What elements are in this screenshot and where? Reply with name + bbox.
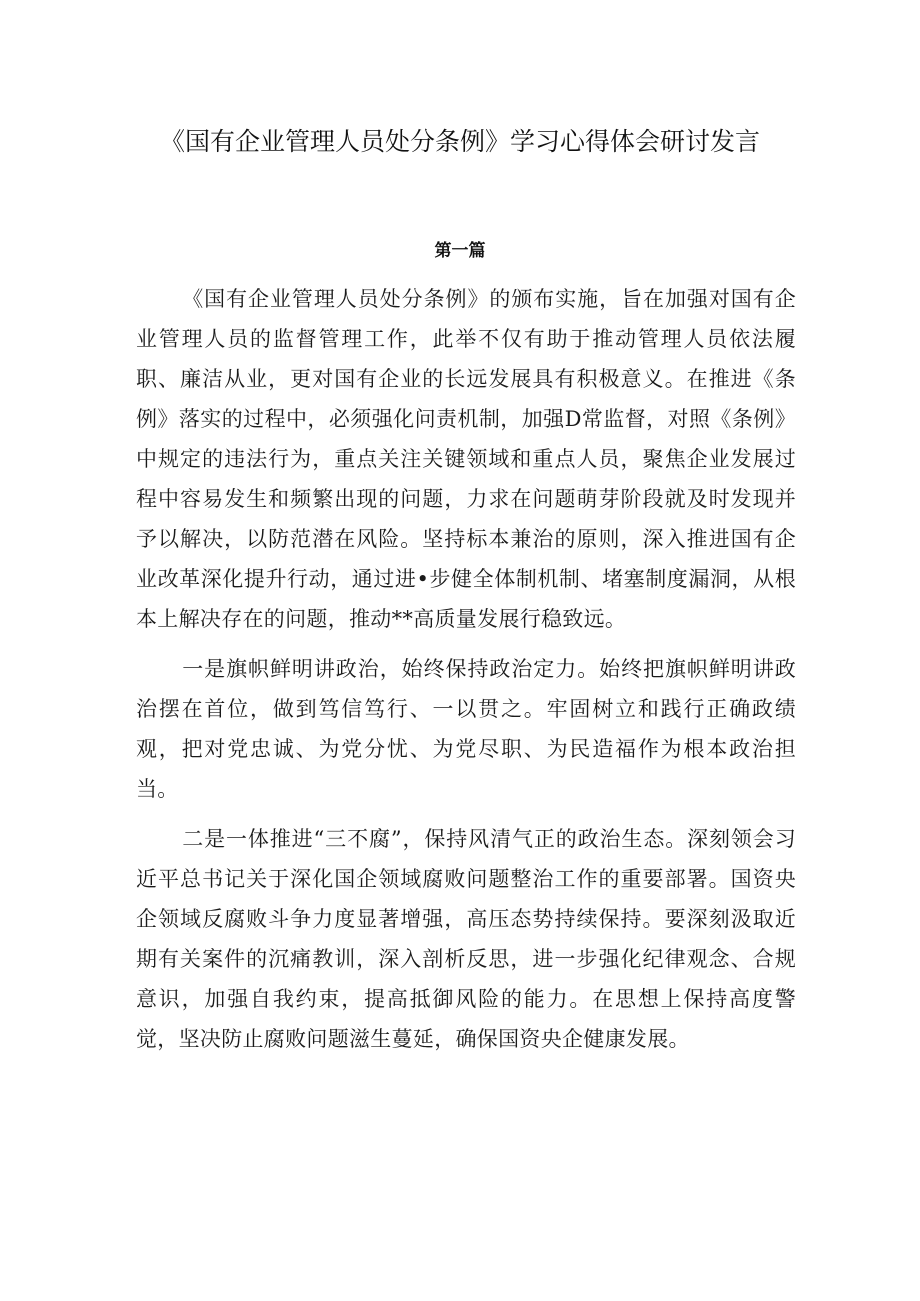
- document-body: [136, 279, 796, 1069]
- document-title: 《国有企业管理人员处分条例》学习心得体会研讨发言: [159, 127, 760, 156]
- paragraph-point-two: 二是一体推进“三不腐”，保持风清气正的政治生态。深刻领会习近平总书记关于深化国企领域腐败问题整治工作的重要部署。国资央企领域反腐败斗争力度显著增强，高压态势持续保持。要深刻汲取近期有关案件的沉痛教训，深入剖析反思，进一步强化纪律观念、合规意识，加强自我约束，提高抵御风险的能力。在思想上保持高度警觉，坚决防止腐败问题滋生蔓延，确保国资央企健康发展。: [136, 827, 796, 1051]
- section-heading: 第一篇: [434, 241, 486, 261]
- paragraph-intro: 《国有企业管理人员处分条例》的颁布实施，旨在加强对国有企业管理人员的监督管理工作，此举不仅有助于推动管理人员依法履职、廉洁从业，更对国有企业的长远发展具有积极意义。在推进《条例》落实的过程中，必须强化问责机制，加强D常监督，对照《条例》中规定的违法行为，重点关注关键领域和重点人员，聚焦企业发展过程中容易发生和频繁出现的问题，力求在问题萌芽阶段就及时发现并予以解决，以防范潜在风险。坚持标本兼治的原则，深入推进国有企业改革深化提升行动，通过进•步健全体制机制、堵塞制度漏洞，从根本上解决存在的问题，推动**高质量发展行稳致远。: [136, 287, 796, 631]
- paragraph-point-one: 一是旗帜鲜明讲政治，始终保持政治定力。始终把旗帜鲜明讲政治摆在首位，做到笃信笃行、一以贯之。牢固树立和践行正确政绩观，把对党忠诚、为党分忧、为党尽职、为民造福作为根本政治担当。: [136, 657, 796, 801]
